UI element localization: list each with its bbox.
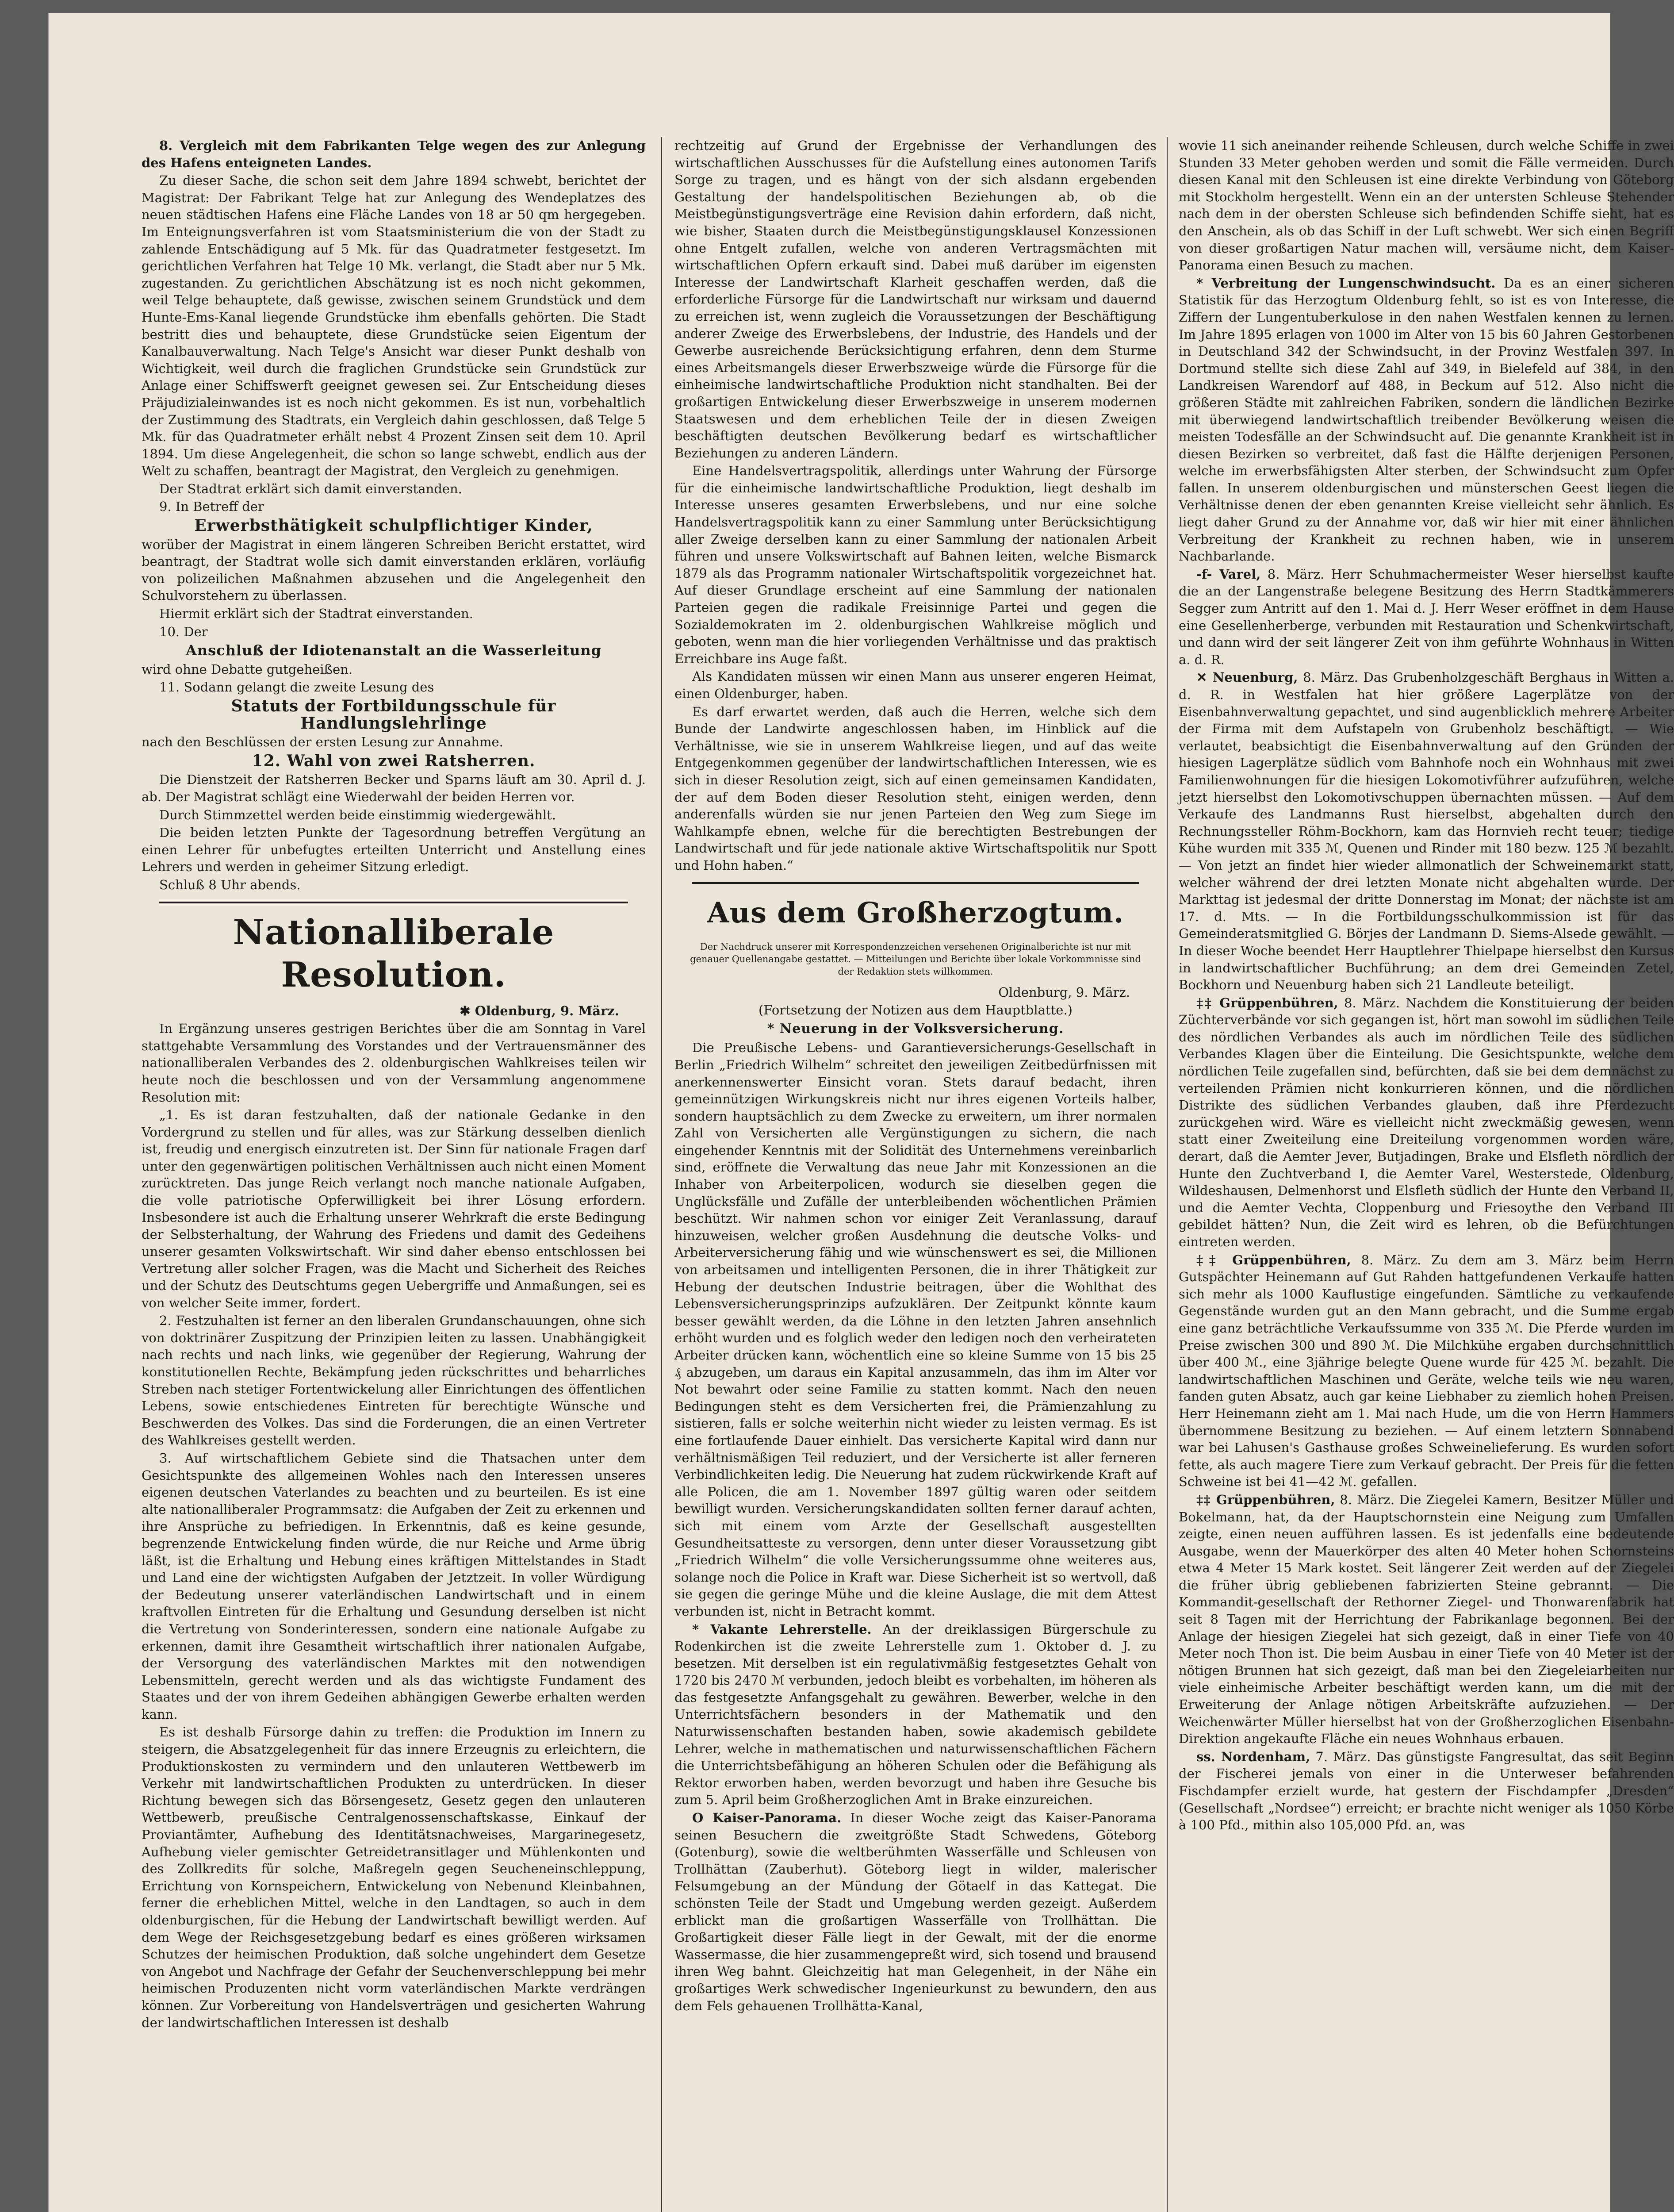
- tuberculosis-body: Da es an einer sicheren Statistik für das Herzogtum Oldenburg fehlt, so ist es von Interesse, die Ziffern der Lungentuberkulose in den nahen Westfalen kennen zu lernen. Im Jahre 1895 erlagen von 1000 im Alter von 15 bis 60 Jahren Gestorbenen in Deutschland 342 der Schwindsucht, in der Provinz Westfalen 397. In Dortmund stellte sich diese Zahl auf 349, in Bielefeld auf 384, in den Landkreisen Warendorf auf 488, in Beckum auf 512. Also nicht die größeren Städte mit zahlreichen Fabriken, sondern die ländlichen Bezirke mit überwiegend landwirtschaftlich treibender Bevölkerung weisen die meisten Todesfälle an der Schwindsucht auf. Die genannte Krankheit ist in diesen Bezirken so verbreitet, daß fast die Hälfte derjenigen Personen, welche im erwerbsfähigsten Alter sterben, der Schwindsucht zum Opfer fallen. In unserem oldenburgischen und münsterschen Geest liegen die Verhältnisse denen der eben genannten Kreise vielleicht sehr ähnlich. Es liegt daher Grund zu der Annahme vor, daß wir hier mit einer ähnlichen Verbreitung der Krankheit zu rechnen haben, wie in unserem Nachbarlande.: [1179, 275, 1674, 564]
- resolution-intro: In Ergänzung unseres gestrigen Berichtes über die am Sonntag in Varel stattgehabte Versammlung des Vorstandes und der Vertrauensmänner des nationalliberalen Verbandes des 2. oldenburgischen Wahlkreises teilen wir heute noch die beschlossen und von der Versammlung angenommene Resolution mit:: [142, 1021, 646, 1105]
- resolution-continued: rechtzeitig auf Grund der Ergebnisse der Verhandlungen des wirtschaftlichen Ausschusses für die Aufstellung eines autonomen Tarifs Sorge zu tragen, und es hängt von der sich alsdann ergebenden Gestaltung der handelspolitischen Beziehungen ab, ob die Meistbegünstigungsverträge eine Revision dahin erfordern, daß nicht, wie bisher, Staaten durch die Meistbegünstigungsklausel Konzessionen ohne Entgelt zufallen, welche von anderen Vertragsmächten mit wirtschaftlichen Opfern erkauft sind. Dabei muß darüber im eigensten Interesse der Landwirtschaft Klarheit geschaffen werden, daß die erforderliche Fürsorge für die Landwirtschaft nur wirksam und dauernd zu erreichen ist, wenn zugleich die Voraussetzungen der Beschäftigung anderer Zweige des Erwerbslebens, der Industrie, des Handels und der Gewerbe ausreichende Berücksichtigung erfahren, denn dem Sturme eines Arbeitsmangels dieser Erwerbszweige würde die Fürsorge für die einheimische landwirtschaftliche Produktion nicht standhalten. Bei der großartigen Entwickelung dieser Erwerbszweige in unserem modernen Staatswesen und dem erheblichen Teile der in diesen Zweigen beschäftigten deutschen Bevölkerung bedarf es wirtschaftlicher Beziehungen zu anderen Ländern.: [674, 138, 1157, 461]
- column-middle: [674, 137, 1157, 2212]
- resolution-dateline: ✱ Oldenburg, 9. März.: [460, 1003, 619, 1018]
- newspaper-page: [49, 13, 1674, 2212]
- reprint-notice: Der Nachdruck unserer mit Korrespondenzzeichen versehenen Originalberichte ist nur mit genauer Quellenangabe gestattet. — Mitteilungen und Berichte über lokale Vorkommnisse sind der Redaktion stets willkommen.: [690, 941, 1141, 977]
- resolution-point-3: 3. Auf wirtschaftlichem Gebiete sind die Thatsachen unter dem Gesichtspunkte des allgemeinen Wohles nach den Interessen unseres eigenen deutschen Vaterlandes zu beachten und zu beurteilen. Es ist eine alte nationalliberaler Programmsatz: die Aufgaben der Zeit zu erkennen und ihre Ansprüche zu befriedigen. In Erkenntnis, daß es keine gesunde, begrenzende Entwickelung finden würde, die nur Reiche und Arme übrig läßt, ist die Erhaltung und Hebung eines kräftigen Mittelstandes in Stadt und Land eine der wichtigsten Aufgaben der Jetztzeit. In voller Würdigung der Bedeutung unserer vaterländischen Landwirtschaft und in einem kraftvollen Eintreten für die Erhaltung und Gesundung derselben ist nicht die Vertretung von Sonderinteressen, sondern eine nationale Aufgabe zu erkennen, damit ihre Gesamtheit wirtschaftlich ihrer nationalen Aufgabe, der Versorgung des vaterländischen Marktes mit den notwendigen Lebensmitteln, gerecht werden und als das wichtigste Fundament des Staates und der von ihrem Gedeihen abhängigen Gewerbe erhalten werden kann.: [142, 1450, 646, 1722]
- item12-tail: Die beiden letzten Punkte der Tagesordnung betreffen Vergütung an einen Lehrer für unbefugtes erteilten Unterricht und Anstellung eines Lehrers und werden in geheimer Sitzung erledigt.: [142, 825, 646, 875]
- grueppenbuehren-body-3: 8. März. Die Ziegelei Kamern, Besitzer Müller und Bokelmann, hat, da der Hauptschornstein eine Neigung zum Umfallen zeigte, einen neuen aufführen lassen. Es ist jedenfalls eine bedeutende Ausgabe, wenn der Mauerkörper des alten 40 Meter hohen Schornsteins etwa 4 Meter 15 Mark kostet. Seit längerer Zeit werden auf der Ziegelei die früher übrig gebliebenen fabrizierten Steine gebrannt. — Die Kommandit-gesellschaft der Rethorner Ziegel- und Thonwarenfabrik hat seit 8 Tagen mit der Herrichtung der Fabrikanlage begonnen. Bei der Anlage der hiesigen Ziegelei hat sich gezeigt, daß in einer Tiefe von 40 Meter noch Thon ist. Die beim Ausbau in einer Tiefe von 40 Meter ist der nötigen Brunnen hat sich gezeigt, daß man bei den Ziegeleiarbeiten nur viele einheimische Arbeiter beschäftigt werden kann, um die mit der Erweiterung der Anlage nötigen Arbeitskräfte aufzuziehen. — Der Weichenwärter Müller hierselbst hat von der Großherzoglichen Eisenbahn-Direktion angekaufte Fläche ein neues Wohnhaus erbauen.: [1179, 1492, 1674, 1747]
- resolution-point-2: 2. Festzuhalten ist ferner an den liberalen Grundanschauungen, ohne sich von doktrinärer Zuspitzung der Prinzipien leiten zu lassen. Unabhängigkeit nach rechts und nach links, wie gegenüber der Regierung, Wahrung der konstitutionellen Rechte, Bekämpfung jeden rückschrittes und beharrliches Streben nach stetiger Fortentwickelung aller Einrichtungen des öffentlichen Lebens, sowie entschiedenes Eintreten für berechtigte Wünsche und Beschwerden des Volkes. Das sind die Forderungen, die an einen Vertreter des Wahlkreises gestellt werden.: [142, 1313, 646, 1448]
- item12-result: Durch Stimmzettel werden beide einstimmig wiedergewählt.: [159, 807, 556, 822]
- varel-body: 8. März. Herr Schuhmachermeister Weser hierselbst kaufte die an der Langenstraße belegene Besitzung des Herrn Stadtkämmerers Segger zum Antritt auf den 1. Mai d. J. Herr Weser eröffnet in dem Hause eine Gesellenherberge, verbunden mit Restauration und Schenkwirtschaft, und dann wird der seit längerer Zeit von ihm geführte Wohnhaus in Witten a. d. R.: [1179, 566, 1674, 667]
- varel-heading: -f- Varel,: [1196, 566, 1261, 582]
- nordenham-heading: ss. Nordenham,: [1196, 1749, 1310, 1764]
- item10-number: 10. Der: [159, 624, 208, 639]
- resolution-point-1: „1. Es ist daran festzuhalten, daß der nationale Gedanke in den Vordergrund zu stellen und für alles, was zur Stärkung desselben dienlich ist, freudig und energisch einzutreten ist. Der Sinn für nationale Fragen darf unter den gegenwärtigen politischen Verhältnissen auch nicht einen Moment zurücktreten. Das junge Reich verlangt noch manche nationale Aufgaben, die volle patriotische Opferwilligkeit bei ihrer Lösung erfordern. Insbesondere ist auch die Erhaltung unserer Wehrkraft die erste Bedingung der Selbsterhaltung, der Wahrung des Friedens und damit des Gedeihens unserer gesamten Volkswirtschaft. Wir sind daher ebenso entschlossen bei Vertretung aller solcher Fragen, was die Macht und Sicherheit des Reiches und der Schutz des Deutschtums gegen Uebergriffe und Anmaßungen, sei es von welcher Seite immer, fordert.: [142, 1107, 646, 1310]
- neuenburg-body: 8. März. Das Grubenholzgeschäft Berghaus in Witten a. d. R. in Westfalen hat hier größere Lagerplätze von der Eisenbahnverwaltung gepachtet, und sind augenblicklich mehrere Arbeiter der Firma mit dem Aufstapeln von Grubenholz beschäftigt. — Wie verlautet, beabsichtigt die Eisenbahnverwaltung auf den Gründen der hiesigen Lagerplätze südlich vom Bahnhofe noch ein Wohnhaus mit zwei Familienwohnungen für die hiesigen Lokomotivführer aufzuführen, welche jetzt hierselbst den Lokomotivschuppen übernachten müssen. — Auf dem Verkaufe des Landmanns Rust hierselbst, abgehalten durch den Rechnungssteller Röhm-Bockhorn, kam das Hornvieh recht teuer; tiedige Kühe wurden mit 335 ℳ, Quenen und Rinder mit 180 bezw. 125 ℳ bezahlt. — Von jetzt an findet hier wieder allmonatlich der Schweinemarkt statt, welcher während der drei letzten Monate nicht abgehalten wurde. Der Markttag ist jedesmal der dritte Donnerstag im Monat; der nächste ist am 17. d. Mts. — In die Fortbildungsschulkommission ist für das Gemeinderatsmitglied G. Börjes der Landmann D. Siems-Alsede gewählt. — In dieser Woche beendet Herr Hauptlehrer Thielpape hierselbst den Kursus in landwirtschaftlicher Buchführung; an dem drei Gemeinden Zetel, Bockhorn und Neuenburg haben sich 21 Landleute beteiligt.: [1179, 670, 1674, 993]
- insurance-text: Die Preußische Lebens- und Garantieversicherungs-Gesellschaft in Berlin „Friedrich Wilhelm“ schreitet den jeweiligen Zeitbedürfnissen mit anerkennenswerter Einsicht voran. Stets darauf bedacht, ihren gemeinnützigen Wirkungskreis nicht nur ihres eigenen Vorteils halber, sondern hauptsächlich zu dem Zwecke zu erweitern, um ihrer normalen Zahl von Versicherten alle Vergünstigungen zu sichern, die nach eingehender Kenntnis mit der Solidität des Unternehmens vereinbarlich sind, eröffnete die Verwaltung das neue Jahr mit Konzessionen an die Inhaber von Arbeiterpolicen, wodurch sie dieselben gegen die Unglücksfälle und Zufälle der unterbleibenden wöchentlichen Prämien beschützt. Wir nahmen schon vor einiger Zeit Veranlassung, darauf hinzuweisen, welcher großen Ausdehnung die deutsche Volks- und Arbeiterversicherung fähig und wie wünschenswert es sei, die Millionen von arbeitsamen und intelligenten Personen, die in ihrer Thätigkeit zur Hebung der deutschen Industrie beitragen, über die Wohlthat des Lebensversicherungsprinzips aufzuklären. Der Zeitpunkt könnte kaum besser gewählt werden, da die Löhne in den letzten Jahren ansehnlich erhöht wurden und es folglich weder den ledigen noch den verheirateten Arbeiter drücken kann, wöchentlich eine so kleine Summe von 15 bis 25 ₰ abzugeben, um daraus ein Kapital anzusammeln, das ihm im Alter vor Not bewahrt oder seine Familie zu statten kommt. Nach den neuen Bedingungen steht es dem Versicherten frei, die Prämienzahlung zu sistieren, falls er solche weiterhin nicht wieder zu leisten vermag. Es ist eine fortlaufende Dauer einhielt. Das versicherte Kapital wird dann nur verhältnismäßigen Teil reduziert, und der Versicherte ist aller ferneren Verbindlichkeiten ledig. Die Neuerung hat zudem rückwirkende Kraft auf alle Policen, die am 1. November 1897 gültig waren oder seitdem bewilligt wurden. Versicherungskandidaten sollten ferner darauf achten, sich mit einem vom Arzte der Gesellschaft ausgestellten Gesundheitsatteste zu versorgen, denn unter dieser Voraussetzung gibt „Friedrich Wilhelm“ die volle Versicherungssumme ohne weiteres aus, solange noch die Police in Kraft war. Diese Sicherheit ist so wertvoll, daß sie gegen die geringe Mühe und die kleine Auslage, die mit dem Attest verbunden ist, nicht in Betracht kommt.: [674, 1040, 1157, 1619]
- teacher-post-text: [674, 1621, 1157, 1809]
- item8-text: Zu dieser Sache, die schon seit dem Jahre 1894 schwebt, berichtet der Magistrat: Der Fabrikant Telge hat zur Anlegung des Wendeplatzes des neuen städtischen Hafens eine Fläche Landes von 18 ar 50 qm hergegeben. Im Enteignungsverfahren ist vom Staatsministerium die von der Stadt zu zahlende Entschädigung auf 5 Mk. für das Quadratmeter festgesetzt. Im gerichtlichen Verfahren hat Telge 10 Mk. verlangt, die Stadt aber nur 5 Mk. zugestanden. Zu gerichtlichen Abschätzung ist es noch nicht gekommen, weil Telge behauptete, daß gewisse, zwischen seinem Grundstück und dem Hunte-Ems-Kanal liegende Grundstücke ihm ebenfalls gehörten. Die Stadt bestritt dies und behauptete, diese Grundstücke seien Eigentum der Kanalbauverwaltung. Nach Telge's Ansicht war dieser Punkt deshalb von Wichtigkeit, weil durch die fraglichen Grundstücke sein Grundstück zur Anlage einer Schiffswerft geeignet gewesen sei. Zur Entscheidung dieses Präjudizialeinwandes ist es noch nicht gekommen. Es ist nun, vorbehaltlich der Zustimmung des Stadtrats, ein Vergleich dahin geschlossen, daß Telge 5 Mk. für das Quadratmeter erhält nebst 4 Prozent Zinsen seit dem 10. April 1894. Um diese Angelegenheit, die schon so lange schwebt, endlich aus der Welt zu schaffen, beantragt der Magistrat, den Vergleich zu genehmigen.: [142, 173, 646, 479]
- section-title: Aus dem Großherzogtum.: [707, 896, 1124, 929]
- column-divider: [661, 137, 662, 2212]
- teacher-post-body: An der dreiklassigen Bürgerschule zu Rodenkirchen ist die zweite Lehrerstelle zum 1. Oktober d. J. zu besetzen. Mit derselben ist ein regulativmäßig festgesetztes Gehalt von 1720 bis 2470 ℳ verbunden, jedoch bleibt es vorbehalten, im höheren als das festgesetzte Anfangsgehalt zu gewähren. Bewerber, welche in den Unterrichtsfächern besonders in der Mathematik und den Naturwissenschaften bestanden haben, sowie akademisch gebildete Lehrer, welche in mathematischen und naturwissenschaftlichen Fächern die Unterrichtsbefähigung an höheren Schulen oder die Befähigung als Rektor erworben haben, werden bevorzugt und haben ihre Gesuche bis zum 5. April beim Großherzoglichen Amt in Brake einzureichen.: [674, 1621, 1157, 1808]
- neuenburg-heading: ✕ Neuenburg,: [1196, 670, 1298, 685]
- item10-text: wird ohne Debatte gutgeheißen.: [142, 661, 353, 677]
- closing-note: Schluß 8 Uhr abends.: [159, 877, 301, 892]
- grueppenbuehren-text-3: [1179, 1491, 1674, 1747]
- item8-heading: 8. Vergleich mit dem Fabrikanten Telge wegen des zur Anlegung des Hafens enteigneten Landes.: [142, 138, 646, 170]
- nordenham-body: 7. März. Das günstigste Fangresultat, das seit Beginn der Fischerei jemals von einer in die Unterweser befahrenden Fischdampfer erzielt wurde, hat gestern der Fischdampfer „Dresden“ (Gesellschaft „Nordsee“) erreicht; er brachte nicht weniger als 1050 Körbe à 100 Pfd., mithin also 105,000 Pfd. an, was: [1179, 1749, 1674, 1833]
- section-rule: [692, 882, 1139, 884]
- item12-text: Die Dienstzeit der Ratsherren Becker und Sparns läuft am 30. April d. J. ab. Der Magistrat schlägt eine Wiederwahl der beiden Herren vor.: [142, 772, 646, 804]
- grueppenbuehren-body-2: 8. März. Zu dem am 3. März beim Herrn Gutspächter Heinemann auf Gut Rahden hattgefundenen Verkaufe hatten sich mehr als 1000 Kauflustige eingefunden. Sämtliche zu verkaufende Gegenstände wurden gut an den Mann gebracht, und die Summe ergab eine ganz beträchtliche Verkaufssumme von 335 ℳ. Die Pferde wurden im Preise zwischen 300 und 890 ℳ. Die Milchkühe ergaben durchschnittlich über 400 ℳ., eine 3jährige belegte Quene wurde für 425 ℳ. bezahlt. Die landwirtschaftlichen Maschinen und Geräte, welche teils wie neu waren, fanden guten Absatz, auch gar keine Liebhaber zu ziemlich hohen Preisen. Herr Heinemann zieht am 1. Mai nach Hude, um die von Herrn Hammers übernommene Besitzung zu beziehen. — Auf einem letztern Sonnabend war bei Lahusen's Gasthause großes Schweinelieferung. Es wurden sofort fette, als auch magere Tiere zum Verkauf gebracht. Der Preis für die fetten Schweine ist bei 41—42 ℳ. gefallen.: [1179, 1252, 1674, 1490]
- item10-heading: Anschluß der Idiotenanstalt an die Wasserleitung: [186, 642, 601, 659]
- resolution-trade-policy: Eine Handelsvertragspolitik, allerdings unter Wahrung der Fürsorge für die einheimische landwirtschaftliche Produktion, liegt deshalb im Interesse unseres gesamten Erwerbslebens, und nur eine solche Handelsvertragspolitik kann zu einer Sammlung unter Berücksichtigung aller Zweige derselben kann zu einer Sammlung der nationalen Arbeit führen und unsere Volkswirtschaft auf Bahnen leiten, welche Bismarck 1879 als das Programm nationaler Wirtschaftspolitik vorgezeichnet hat. Auf dieser Grundlage erscheint auf eine Sammlung der nationalen Parteien gegen die radikale Freisinnige Partei und gegen die Sozialdemokraten im 2. oldenburgischen Wahlkreise möglich und geboten, wenn man die hier vorliegenden Verhältnisse und das praktisch Erreichbare ins Auge faßt.: [674, 463, 1157, 666]
- grueppenbuehren-heading-1: ‡‡ Grüppenbühren,: [1196, 995, 1338, 1010]
- insurance-heading: * Neuerung in der Volksversicherung.: [767, 1021, 1064, 1037]
- section-dateline: Oldenburg, 9. März.: [998, 984, 1130, 1000]
- item9-text: worüber der Magistrat in einem längeren Schreiben Bericht erstattet, wird beantragt, der Stadtrat wolle sich damit einverstanden erklären, vorläufig von polizeilichen Maßnahmen abzusehen und die Angelegenheit den Schulvorstehern zu überlassen.: [142, 537, 646, 603]
- item9-intro: 9. In Betreff der: [159, 499, 264, 515]
- tuberculosis-heading: * Verbreitung der Lungenschwindsucht.: [1196, 275, 1496, 291]
- item9-heading: Erwerbsthätigkeit schulpflichtiger Kinder,: [194, 516, 593, 535]
- item9-result: Hiermit erklärt sich der Stadtrat einverstanden.: [159, 606, 473, 622]
- neuenburg-text: [1179, 669, 1674, 993]
- grueppenbuehren-heading-2: ‡‡ Grüppenbühren,: [1196, 1252, 1351, 1267]
- grueppenbuehren-text-1: [1179, 995, 1674, 1251]
- item11-text: 11. Sodann gelangt die zweite Lesung des: [159, 680, 434, 695]
- tuberculosis-text: [1179, 275, 1674, 565]
- item8-result: Der Stadtrat erklärt sich damit einverstanden.: [159, 481, 462, 496]
- teacher-post-heading: * Vakante Lehrerstelle.: [692, 1621, 872, 1637]
- resolution-closing: Es darf erwartet werden, daß auch die Herren, welche sich dem Bunde der Landwirte angeschlossen haben, im Hinblick auf die Verhältnisse, wie sie in unserem Wahlkreise liegen, und auf das weite Entgegenkommen gegenüber der landwirtschaftlichen Interessen, wie es sich in dieser Resolution zeigt, sich auf einen gemeinsamen Kandidaten, der auf dem Boden dieser Resolution steht, einigen werden, denn anderenfalls würden sie nur jenen Parteien den Weg zum Siege im Wahlkampfe ebnen, welche für die berechtigten Bestrebungen der Landwirtschaft und für jede nationale aktive Wirtschaftspolitik nur Spott und Hohn haben.“: [674, 704, 1157, 873]
- column-divider: [1167, 137, 1168, 2212]
- item11-result: nach den Beschlüssen der ersten Lesung zur Annahme.: [142, 734, 503, 750]
- resolution-title: Nationalliberale Resolution.: [233, 912, 555, 995]
- panorama-text: [674, 1809, 1157, 2014]
- column-right: [1179, 137, 1674, 2212]
- grueppenbuehren-body-1: 8. März. Nachdem die Konstituierung der beiden Züchterverbände vor sich gegangen ist, hört man sowohl im südlichen Teile des nördlichen Verbandes als auch im nördlichen Teile des südlichen Verbandes Klagen über die Einteilung. Die Gesichtspunkte, welche dem nördlichen Teile zugefallen sind, befürchten, daß sie bei dem demnächst zu verteilenden Prämien nicht konkurrieren können, und die nördlichen Distrikte des südlichen Verbandes glauben, daß ihre Pferdezucht zurückgehen wird. Wäre es vielleicht nicht zweckmäßig gewesen, wenn statt einer Zweiteilung eine Dreiteilung vorgenommen worden wäre, derart, daß die Aemter Jever, Butjadingen, Brake und Elsfleth nördlich der Hunte den Zuchtverband I, die Aemter Varel, Westerstede, Oldenburg, Wildeshausen, Delmenhorst und Elsfleth südlich der Hunte den Verband II, und die Aemter Vechta, Cloppenburg und Friesoythe den Verband III gebildet hätten? Nun, die Zeit wird es lehren, ob die Befürchtungen eintreten werden.: [1179, 995, 1674, 1249]
- item11-heading: Statuts der Fortbildungsschule für Handlungslehrlinge: [231, 697, 556, 733]
- grueppenbuehren-text-2: [1179, 1252, 1674, 1490]
- resolution-candidate: Als Kandidaten müssen wir einen Mann aus unserer engeren Heimat, einen Oldenburger, haben.: [674, 669, 1157, 701]
- panorama-heading: O Kaiser-Panorama.: [692, 1810, 842, 1826]
- column-left: [142, 137, 646, 2212]
- panorama-continued: wovie 11 sich aneinander reihende Schleusen, durch welche Schiffe in zwei Stunden 33 Meter gehoben werden und somit die Fälle vermeiden. Durch diesen Kanal mit den Schleusen ist eine direkte Verbindung von Göteborg mit Stockholm hergestellt. Wenn ein an der untersten Schleuse Stehender nach dem in der obersten Schleuse sich befindenden Schiffe sieht, hat es den Anschein, als ob das Schiff in der Luft schwebt. Wer sich einen Begriff von dieser großartigen Natur machen will, versäume nicht, dem Kaiser-Panorama einen Besuch zu machen.: [1179, 138, 1674, 273]
- panorama-body: In dieser Woche zeigt das Kaiser-Panorama seinen Besuchern die zweitgrößte Stadt Schwedens, Göteborg (Gotenburg), sowie die weltberühmten Wasserfälle und Schleusen von Trollhättan (Zauberhut). Göteborg liegt in wilder, malerischer Felsumgebung an der Mündung der Götaelf in das Kattegat. Die schönsten Teile der Stadt und Umgebung werden gezeigt. Außerdem erblickt man die großartigen Wasserfälle von Trollhättan. Die Großartigkeit dieser Fälle liegt in der Gewalt, mit der die enorme Wassermasse, die hier zusammengepreßt wird, sich tosend und brausend ihren Weg bahnt. Gleichzeitig hat man Gelegenheit, in der Nähe ein großartiges Werk schwedischer Ingenieurkunst zu bewundern, den aus dem Fels gehauenen Trollhätta-Kanal,: [674, 1810, 1157, 2013]
- resolution-point-4: Es ist deshalb Fürsorge dahin zu treffen: die Produktion im Innern zu steigern, die Absatzgelegenheit für das innere Erzeugnis zu erleichtern, die Produktionskosten zu vermindern und den unlauteren Wettbewerb im Verkehr mit landwirtschaftlichen Produkten zu unterdrücken. In dieser Richtung bewegen sich das Börsengesetz, Gesetz gegen den unlauteren Wettbewerb, preußische Centralgenossenschaftskasse, Einkauf der Proviantämter, Aufhebung des Identitätsnachweises, Margarinegesetz, Aufhebung vieler gemischter Getreidetransitlager und Mühlenkonten und des Zollkredits für solche, Maßregeln gegen Seucheneinschleppung, Errichtung von Kornspeichern, Entwickelung von Nebenund Kleinbahnen, ferner die erheblichen Mittel, welche in den Landtagen, so auch in dem oldenburgischen, für die Hebung der Landwirtschaft bewilligt werden. Auf dem Wege der Reichsgesetzgebung bedarf es eines größeren wirksamen Schutzes der heimischen Produktion, daß solche ungehindert dem Gesetze von Angebot und Nachfrage der Gefahr der Seuchenverschleppung bei mehr heimischen Produzenten nicht vorm vaterländischen Markte verdrängen können. Zur Vorbereitung von Handelsverträgen und gesicherten Wahrung der landwirtschaftlichen Interessen ist deshalb: [142, 1724, 646, 2030]
- item12-heading: 12. Wahl von zwei Ratsherren.: [252, 751, 536, 770]
- nordenham-text: [1179, 1748, 1674, 1834]
- grueppenbuehren-heading-3: ‡‡ Grüppenbühren,: [1196, 1492, 1335, 1507]
- section-rule: [159, 902, 628, 903]
- continued-note: (Fortsetzung der Notizen aus dem Hauptblatte.): [758, 1002, 1073, 1018]
- varel-text: [1179, 566, 1674, 668]
